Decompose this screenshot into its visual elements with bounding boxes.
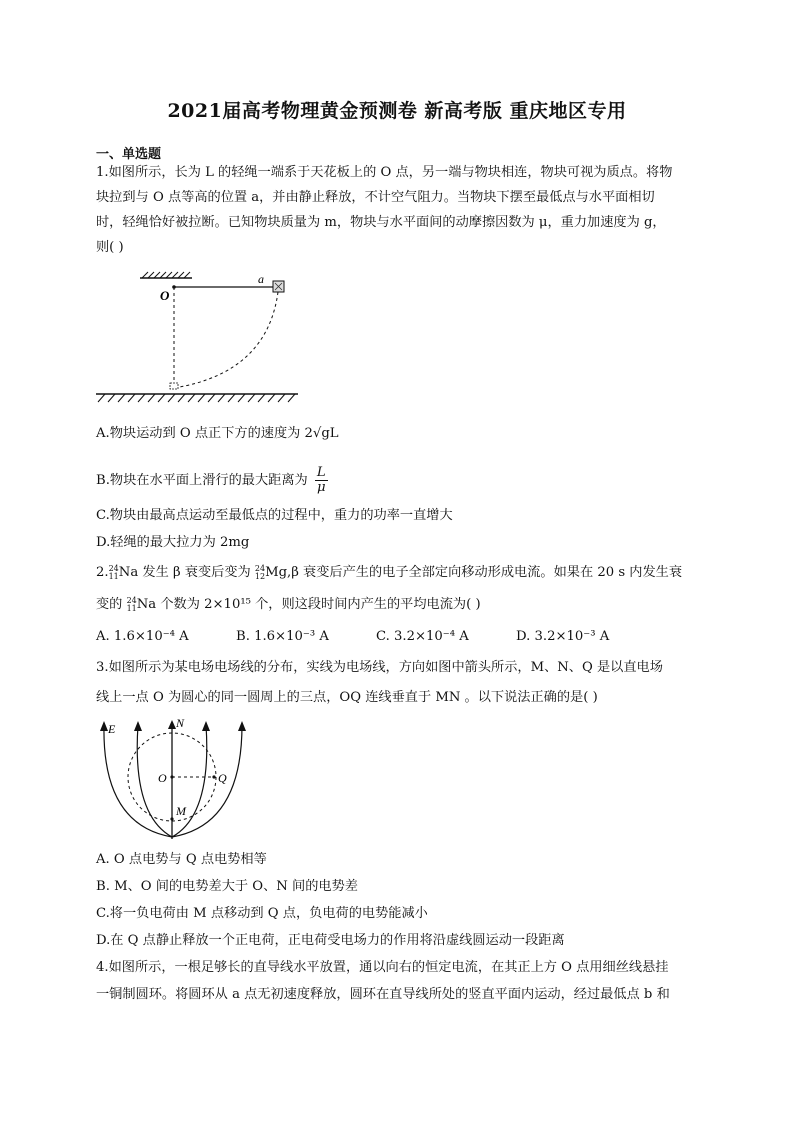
na-index [109,565,119,581]
q2-mid: 发生 β 衰变后变为 [138,565,255,580]
label-o: O [160,288,170,303]
q2-l2-post: 个数为 2×10¹⁵ 个，则这段时间内产生的平均电流为( ) [156,597,481,612]
na-z-2: 11 [126,603,137,613]
q1-pendulum-figure [92,268,302,410]
mg-index [255,565,265,581]
label-m: M [176,804,186,818]
q3-option-a: A. O 点电势与 Q 点电势相等 [96,852,267,867]
q2-num: 2. [96,565,109,580]
q1-option-b [96,466,706,495]
q3-option-c: C.将一负电荷由 M 点移动到 Q 点，负电荷的电势能减小 [96,906,428,921]
page-title: 2021届高考物理黄金预测卷 新高考版 重庆地区专用 [167,100,627,122]
na-z: 11 [108,571,119,581]
q2-option-c: C. 3.2×10⁻⁴ A [376,629,469,644]
q2-options [96,627,706,647]
mg-symbol: Mg [265,565,288,580]
q2-line-1 [96,563,706,583]
q2-option-d: D. 3.2×10⁻³ A [516,629,610,644]
q2-option-b: B. 1.6×10⁻³ A [236,629,329,644]
q2-l2-pre: 变的 [96,597,127,612]
q2-post: ,β 衰变后产生的电子全部定向移动形成电流。如果在 20 s 内发生衰 [287,565,683,580]
q3-line-2: 线上一点 O 为圆心的同一圆周上的三点，OQ 连线垂直于 MN 。以下说法正确的是( ) [96,690,598,705]
q1-line-3: 时，轻绳恰好被拉断。已知物块质量为 m，物块与水平面间的动摩擦因数为 μ，重力加速度为 g， [96,215,666,230]
label-e: E [108,722,116,736]
na-mass: 24 [108,563,119,573]
frac-numerator: L [316,465,326,480]
label-q: Q [218,771,227,785]
q1-option-c: C.物块由最高点运动至最低点的过程中，重力的功率一直增大 [96,508,453,523]
label-o: O [158,771,167,785]
q3-line-1: 3.如图所示为某电场电场线的分布，实线为电场线，方向如图中箭头所示，M、N、Q 是以直电场 [96,660,663,675]
fraction-l-over-mu [315,466,328,495]
q1-option-a: A.物块运动到 O 点正下方的速度为 2√gL [96,426,339,441]
q1-option-b-text: B.物块在水平面上滑行的最大距离为 [96,473,308,488]
q1-line-4: 则( ) [96,240,124,255]
na-symbol-2: Na [136,597,157,612]
q4-line-1: 4.如图所示，一根足够长的直导线水平放置，通以向右的恒定电流，在其正上方 O 点用细丝线悬挂 [96,960,669,975]
q4-line-2: 一铜制圆环。将圆环从 a 点无初速度释放，圆环在直导线所处的竖直平面内运动，经过最低点 b 和 [96,987,670,1002]
q2-line-2 [96,595,706,615]
label-n: N [176,716,185,730]
mg-mass: 24 [254,563,266,573]
q1-line-2: 块拉到与 O 点等高的位置 a，并由静止释放，不计空气阻力。当物块下摆至最低点与水平面相切 [96,190,655,205]
q3-field-figure [92,715,257,843]
na-symbol: Na [118,565,139,580]
frac-denominator: μ [317,480,326,495]
na-index-2 [127,597,137,613]
section-heading: 一、单选题 [96,147,162,162]
q3-option-b: B. M、O 间的电势差大于 O、N 间的电势差 [96,879,358,894]
q2-option-a: A. 1.6×10⁻⁴ A [96,629,189,644]
label-a: a [258,272,264,286]
mg-z: 12 [254,571,266,581]
q3-option-d: D.在 Q 点静止释放一个正电荷，正电荷受电场力的作用将沿虚线圆运动一段距离 [96,933,565,948]
q1-line-1: 1.如图所示，长为 L 的轻绳一端系于天花板上的 O 点，另一端与物块相连，物块可视为质点。将物 [96,165,673,180]
na-mass-2: 24 [126,595,137,605]
q1-option-d: D.轻绳的最大拉力为 2mg [96,535,250,550]
